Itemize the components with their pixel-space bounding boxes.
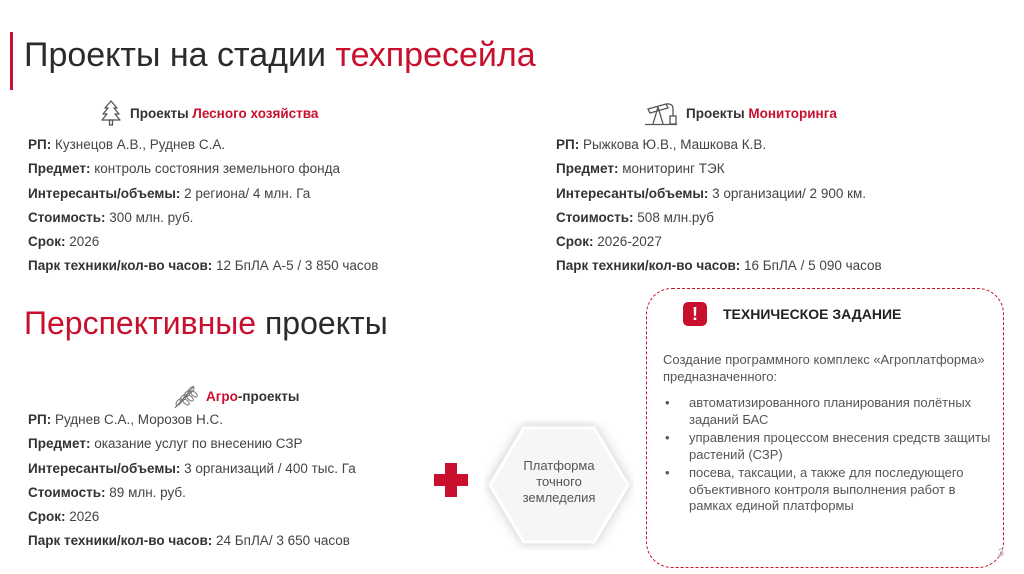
monitoring-row-rp: РП: Рыжкова Ю.В., Машкова К.В. bbox=[556, 137, 767, 152]
title-plain: Проекты на стадии bbox=[24, 36, 326, 74]
forest-row-stakeholders: Интересанты/объемы: 2 региона/ 4 млн. Га bbox=[28, 185, 311, 201]
forest-row-subject: Предмет: контроль состояния земельного фонда bbox=[28, 161, 340, 177]
forest-header bbox=[100, 100, 318, 126]
forest-block bbox=[28, 133, 378, 279]
tech-task-content bbox=[663, 352, 993, 517]
agro-row-stakeholders: Интересанты/объемы: 3 организаций / 400 тыс. Га bbox=[28, 460, 356, 476]
monitoring-row-stakeholders: Интересанты/объемы: 3 организации/ 2 900 км. bbox=[556, 185, 867, 201]
plus-icon bbox=[434, 463, 468, 497]
wheat-icon bbox=[172, 382, 198, 410]
slide-title bbox=[24, 36, 536, 75]
agro-row-term: Срок: 2026 bbox=[28, 509, 100, 525]
agro-row-fleet: Парк техники/кол-во часов: 24 БпЛА/ 3 650 часов bbox=[28, 533, 350, 549]
agro-row-cost: Стоимость: 89 млн. руб. bbox=[28, 484, 186, 500]
monitoring-row-term: Срок: 2026-2027 bbox=[556, 234, 662, 250]
agro-block bbox=[28, 408, 356, 554]
tech-task-bullet: • посева, таксации, а также для последующего объективного контроля выполнения работ в рамках единой платформы bbox=[663, 465, 993, 515]
oil-pump-icon bbox=[644, 100, 678, 126]
monitoring-head-plain: Проекты bbox=[686, 105, 745, 121]
tech-task-bullet: • управления процессом внесения средств защиты растений (СЗР) bbox=[663, 430, 993, 463]
monitoring-row-fleet: Парк техники/кол-во часов: 16 БпЛА / 5 090 часов bbox=[556, 258, 882, 274]
tech-task-intro: Создание программного комплекс «Агроплатформа» предназначенного: bbox=[663, 352, 985, 384]
tree-icon bbox=[100, 100, 122, 126]
forest-row-rp: РП: Кузнецов А.В., Руднев С.А. bbox=[28, 137, 226, 152]
agro-head-accent: Агро bbox=[206, 388, 238, 404]
section-title-prospective bbox=[24, 305, 388, 342]
title-accent: техпресейла bbox=[335, 36, 536, 74]
monitoring-header bbox=[644, 100, 837, 126]
tech-task-bullet: • автоматизированного планирования полётных заданий БАС bbox=[663, 395, 993, 428]
title-accent-bar bbox=[10, 32, 13, 90]
page-number: 3 bbox=[997, 547, 1004, 559]
agro-head-plain: -проекты bbox=[237, 388, 300, 404]
forest-row-fleet: Парк техники/кол-во часов: 12 БпЛА А-5 / 3 850 часов bbox=[28, 258, 379, 274]
forest-head-accent: Лесного хозяйства bbox=[192, 105, 319, 121]
monitoring-row-subject: Предмет: мониторинг ТЭК bbox=[556, 161, 725, 177]
agro-row-subject: Предмет: оказание услуг по внесению СЗР bbox=[28, 436, 303, 452]
monitoring-head-accent: Мониторинга bbox=[748, 105, 837, 121]
section2-accent: Перспективные bbox=[24, 305, 257, 341]
section2-plain: проекты bbox=[264, 305, 388, 341]
agro-row-rp: РП: Руднев С.А., Морозов Н.С. bbox=[28, 412, 224, 427]
forest-row-cost: Стоимость: 300 млн. руб. bbox=[28, 209, 194, 225]
monitoring-row-cost: Стоимость: 508 млн.руб bbox=[556, 209, 714, 225]
alert-icon: ! bbox=[683, 302, 707, 326]
platform-label: Платформа точного земледелия bbox=[522, 458, 596, 505]
tech-task-header bbox=[683, 302, 901, 326]
agro-header bbox=[172, 382, 299, 410]
tech-task-title: ТЕХНИЧЕСКОЕ ЗАДАНИЕ bbox=[723, 306, 902, 322]
forest-row-term: Срок: 2026 bbox=[28, 234, 100, 250]
forest-head-plain: Проекты bbox=[130, 105, 189, 121]
monitoring-block bbox=[556, 133, 882, 279]
